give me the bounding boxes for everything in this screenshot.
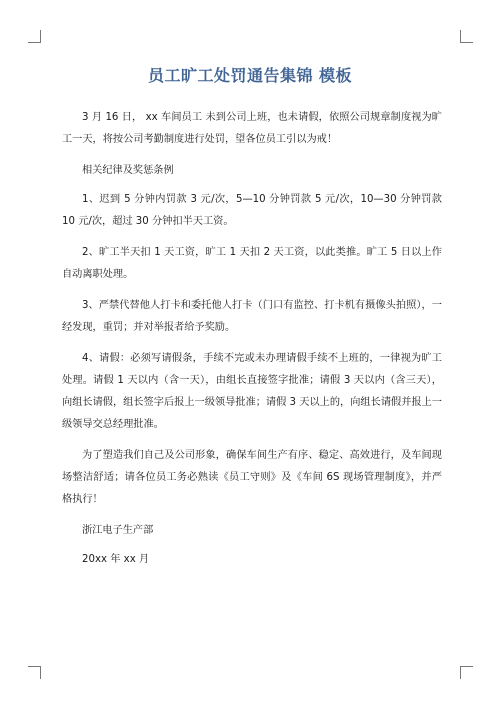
rule-3-paragraph: 3、严禁代替他人打卡和委托他人打卡（门口有监控、打卡机有摄像头拍照），一经发现，重罚；并对举报者给予奖励。 (62, 300, 442, 333)
crop-mark-bottom-left (28, 666, 41, 679)
closing-paragraph: 为了塑造我们自己及公司形象，确保车间生产有序、稳定、高效进行，及车间现场整洁舒适；请各位员工务必熟读《员工守则》及《车间 6S 现场管理制度》，并严格执行！ (62, 450, 442, 505)
signature-date: 20xx 年 xx 月 (82, 554, 150, 565)
section-heading: 相关纪律及奖惩条例 (82, 165, 174, 176)
signature-department: 浙江电子生产部 (82, 525, 154, 536)
document-title: 员工旷工处罚通告集锦 模板 (147, 66, 353, 85)
rule-1-paragraph: 1、迟到 5 分钟内罚款 3 元/次，5—10 分钟罚款 5 元/次，10—30 分钟罚款 10 元/次，超过 30 分钟扣半天工资。 (62, 194, 442, 227)
rule-4-paragraph: 4、请假：必须写请假条，手续不完或未办理请假手续不上班的，一律视为旷工处理。请假 1 天以内（含一天），由组长直接签字批准；请假 3 天以内（含三天），向组长请假，组长签字后报上一级领导批准；请假 3 天以上的，向组长请假并报上一级领导交总经理批准。 (62, 353, 442, 430)
rule-2-paragraph: 2、旷工半天扣 1 天工资，旷工 1 天扣 2 天工资，以此类推。旷工 5 日以上作自动离职处理。 (62, 247, 442, 280)
crop-mark-bottom-right (460, 666, 473, 679)
document-body (62, 107, 442, 578)
crop-mark-top-left (28, 30, 41, 43)
intro-paragraph: 3 月 16 日， xx 车间员工 未到公司上班，也未请假，依照公司规章制度视为旷工一天，将按公司考勤制度进行处罚，望各位员工引以为戒！ (62, 112, 442, 145)
crop-mark-top-right (460, 30, 473, 43)
